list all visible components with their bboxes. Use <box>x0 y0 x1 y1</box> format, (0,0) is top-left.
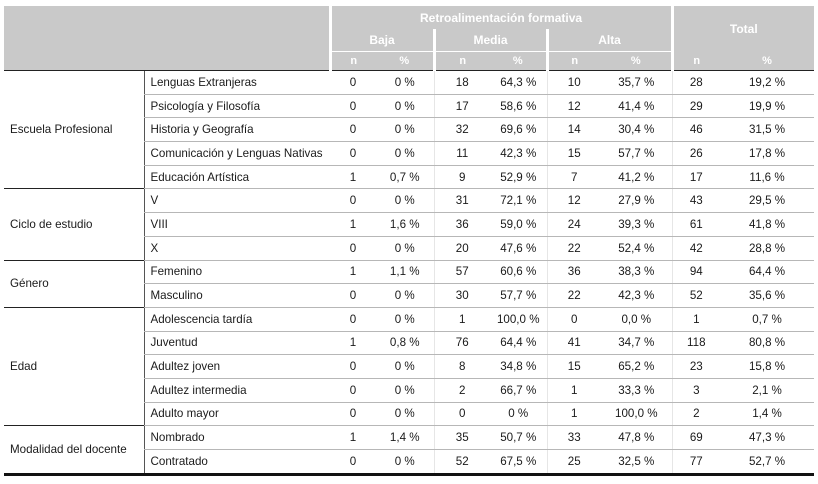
header-row-1 <box>4 6 814 29</box>
count-cell: 22 <box>547 236 601 260</box>
count-cell: 11 <box>434 142 490 166</box>
percent-cell: 19,2 % <box>720 71 814 95</box>
count-cell: 26 <box>672 142 720 166</box>
percent-cell: 57,7 % <box>490 284 547 308</box>
percent-cell: 34,7 % <box>601 331 672 355</box>
group-title: Retroalimentación formativa <box>330 6 672 29</box>
percent-cell: 64,4 % <box>490 331 547 355</box>
percent-cell: 30,4 % <box>601 118 672 142</box>
row-label: X <box>144 236 330 260</box>
count-cell: 31 <box>434 189 490 213</box>
percent-cell: 41,2 % <box>601 165 672 189</box>
count-cell: 15 <box>547 355 601 379</box>
percent-cell: 0 % <box>490 402 547 426</box>
group-label: Edad <box>4 307 144 425</box>
percent-cell: 39,3 % <box>601 213 672 237</box>
group-label: Ciclo de estudio <box>4 189 144 260</box>
percent-cell: 64,4 % <box>720 260 814 284</box>
table-row <box>4 260 814 284</box>
count-cell: 118 <box>672 331 720 355</box>
table-row <box>4 426 814 450</box>
pct-header: % <box>490 52 547 71</box>
percent-cell: 29,5 % <box>720 189 814 213</box>
row-label: V <box>144 189 330 213</box>
n-header: n <box>547 52 601 71</box>
percent-cell: 19,9 % <box>720 94 814 118</box>
table-row <box>4 71 814 95</box>
count-cell: 0 <box>434 402 490 426</box>
percent-cell: 38,3 % <box>601 260 672 284</box>
count-cell: 20 <box>434 236 490 260</box>
percent-cell: 0 % <box>376 71 434 95</box>
n-header: n <box>434 52 490 71</box>
count-cell: 15 <box>547 142 601 166</box>
pct-header: % <box>720 52 814 71</box>
count-cell: 28 <box>672 71 720 95</box>
count-cell: 1 <box>547 378 601 402</box>
n-header: n <box>672 52 720 71</box>
percent-cell: 35,7 % <box>601 71 672 95</box>
row-label: Comunicación y Lenguas Nativas <box>144 142 330 166</box>
row-label: Adultez joven <box>144 355 330 379</box>
count-cell: 0 <box>330 307 376 331</box>
row-label: Nombrado <box>144 426 330 450</box>
percent-cell: 72,1 % <box>490 189 547 213</box>
percent-cell: 0 % <box>376 236 434 260</box>
count-cell: 77 <box>672 450 720 475</box>
pct-header: % <box>376 52 434 71</box>
row-label: Psicología y Filosofía <box>144 94 330 118</box>
percent-cell: 1,4 % <box>376 426 434 450</box>
count-cell: 0 <box>330 118 376 142</box>
percent-cell: 52,7 % <box>720 450 814 475</box>
count-cell: 1 <box>672 307 720 331</box>
count-cell: 29 <box>672 94 720 118</box>
percent-cell: 0 % <box>376 450 434 475</box>
count-cell: 9 <box>434 165 490 189</box>
percent-cell: 32,5 % <box>601 450 672 475</box>
count-cell: 57 <box>434 260 490 284</box>
percent-cell: 31,5 % <box>720 118 814 142</box>
count-cell: 36 <box>434 213 490 237</box>
count-cell: 14 <box>547 118 601 142</box>
count-cell: 1 <box>547 402 601 426</box>
total-header: Total <box>672 6 814 52</box>
count-cell: 0 <box>330 378 376 402</box>
group-label: Modalidad del docente <box>4 426 144 474</box>
percent-cell: 0,7 % <box>376 165 434 189</box>
percent-cell: 0,7 % <box>720 307 814 331</box>
count-cell: 1 <box>330 331 376 355</box>
count-cell: 0 <box>330 142 376 166</box>
count-cell: 17 <box>672 165 720 189</box>
percent-cell: 64,3 % <box>490 71 547 95</box>
count-cell: 43 <box>672 189 720 213</box>
level-baja: Baja <box>330 29 434 52</box>
row-label: Adulto mayor <box>144 402 330 426</box>
count-cell: 1 <box>434 307 490 331</box>
row-label: Femenino <box>144 260 330 284</box>
count-cell: 52 <box>672 284 720 308</box>
row-label: Contratado <box>144 450 330 475</box>
row-label: VIII <box>144 213 330 237</box>
percent-cell: 11,6 % <box>720 165 814 189</box>
count-cell: 42 <box>672 236 720 260</box>
count-cell: 0 <box>330 236 376 260</box>
percent-cell: 1,4 % <box>720 402 814 426</box>
percent-cell: 34,8 % <box>490 355 547 379</box>
percent-cell: 33,3 % <box>601 378 672 402</box>
table-row <box>4 307 814 331</box>
count-cell: 10 <box>547 71 601 95</box>
percent-cell: 0 % <box>376 142 434 166</box>
percent-cell: 0,0 % <box>601 307 672 331</box>
count-cell: 30 <box>434 284 490 308</box>
n-header: n <box>330 52 376 71</box>
results-table <box>4 6 814 476</box>
count-cell: 17 <box>434 94 490 118</box>
percent-cell: 65,2 % <box>601 355 672 379</box>
count-cell: 0 <box>330 355 376 379</box>
header-blank <box>4 6 330 71</box>
count-cell: 46 <box>672 118 720 142</box>
count-cell: 2 <box>672 402 720 426</box>
count-cell: 12 <box>547 189 601 213</box>
count-cell: 33 <box>547 426 601 450</box>
level-media: Media <box>434 29 547 52</box>
percent-cell: 100,0 % <box>490 307 547 331</box>
count-cell: 1 <box>330 260 376 284</box>
percent-cell: 0 % <box>376 402 434 426</box>
percent-cell: 2,1 % <box>720 378 814 402</box>
count-cell: 3 <box>672 378 720 402</box>
count-cell: 36 <box>547 260 601 284</box>
percent-cell: 47,6 % <box>490 236 547 260</box>
percent-cell: 1,1 % <box>376 260 434 284</box>
row-label: Masculino <box>144 284 330 308</box>
percent-cell: 0 % <box>376 94 434 118</box>
percent-cell: 0 % <box>376 355 434 379</box>
count-cell: 23 <box>672 355 720 379</box>
count-cell: 2 <box>434 378 490 402</box>
count-cell: 22 <box>547 284 601 308</box>
percent-cell: 100,0 % <box>601 402 672 426</box>
percent-cell: 59,0 % <box>490 213 547 237</box>
count-cell: 24 <box>547 213 601 237</box>
percent-cell: 28,8 % <box>720 236 814 260</box>
percent-cell: 80,8 % <box>720 331 814 355</box>
count-cell: 94 <box>672 260 720 284</box>
count-cell: 7 <box>547 165 601 189</box>
count-cell: 1 <box>330 165 376 189</box>
count-cell: 8 <box>434 355 490 379</box>
count-cell: 25 <box>547 450 601 475</box>
count-cell: 1 <box>330 213 376 237</box>
percent-cell: 15,8 % <box>720 355 814 379</box>
percent-cell: 35,6 % <box>720 284 814 308</box>
percent-cell: 58,6 % <box>490 94 547 118</box>
percent-cell: 0 % <box>376 284 434 308</box>
percent-cell: 52,4 % <box>601 236 672 260</box>
percent-cell: 66,7 % <box>490 378 547 402</box>
count-cell: 32 <box>434 118 490 142</box>
count-cell: 61 <box>672 213 720 237</box>
percent-cell: 41,8 % <box>720 213 814 237</box>
row-label: Adultez intermedia <box>144 378 330 402</box>
row-label: Historia y Geografía <box>144 118 330 142</box>
percent-cell: 60,6 % <box>490 260 547 284</box>
percent-cell: 0 % <box>376 307 434 331</box>
percent-cell: 47,8 % <box>601 426 672 450</box>
percent-cell: 50,7 % <box>490 426 547 450</box>
row-label: Juventud <box>144 331 330 355</box>
count-cell: 0 <box>330 71 376 95</box>
table-body <box>4 71 814 475</box>
group-label: Género <box>4 260 144 307</box>
count-cell: 0 <box>330 94 376 118</box>
count-cell: 41 <box>547 331 601 355</box>
percent-cell: 47,3 % <box>720 426 814 450</box>
percent-cell: 17,8 % <box>720 142 814 166</box>
percent-cell: 0,8 % <box>376 331 434 355</box>
percent-cell: 52,9 % <box>490 165 547 189</box>
level-alta: Alta <box>547 29 672 52</box>
count-cell: 0 <box>330 189 376 213</box>
count-cell: 1 <box>330 426 376 450</box>
percent-cell: 0 % <box>376 189 434 213</box>
count-cell: 0 <box>547 307 601 331</box>
table-row <box>4 189 814 213</box>
group-label: Escuela Profesional <box>4 71 144 189</box>
count-cell: 69 <box>672 426 720 450</box>
count-cell: 18 <box>434 71 490 95</box>
percent-cell: 41,4 % <box>601 94 672 118</box>
count-cell: 35 <box>434 426 490 450</box>
pct-header: % <box>601 52 672 71</box>
count-cell: 12 <box>547 94 601 118</box>
count-cell: 52 <box>434 450 490 475</box>
count-cell: 76 <box>434 331 490 355</box>
percent-cell: 42,3 % <box>601 284 672 308</box>
count-cell: 0 <box>330 402 376 426</box>
row-label: Educación Artística <box>144 165 330 189</box>
row-label: Lenguas Extranjeras <box>144 71 330 95</box>
percent-cell: 0 % <box>376 378 434 402</box>
count-cell: 0 <box>330 284 376 308</box>
percent-cell: 0 % <box>376 118 434 142</box>
percent-cell: 57,7 % <box>601 142 672 166</box>
percent-cell: 1,6 % <box>376 213 434 237</box>
percent-cell: 27,9 % <box>601 189 672 213</box>
percent-cell: 67,5 % <box>490 450 547 475</box>
count-cell: 0 <box>330 450 376 475</box>
row-label: Adolescencia tardía <box>144 307 330 331</box>
percent-cell: 69,6 % <box>490 118 547 142</box>
percent-cell: 42,3 % <box>490 142 547 166</box>
